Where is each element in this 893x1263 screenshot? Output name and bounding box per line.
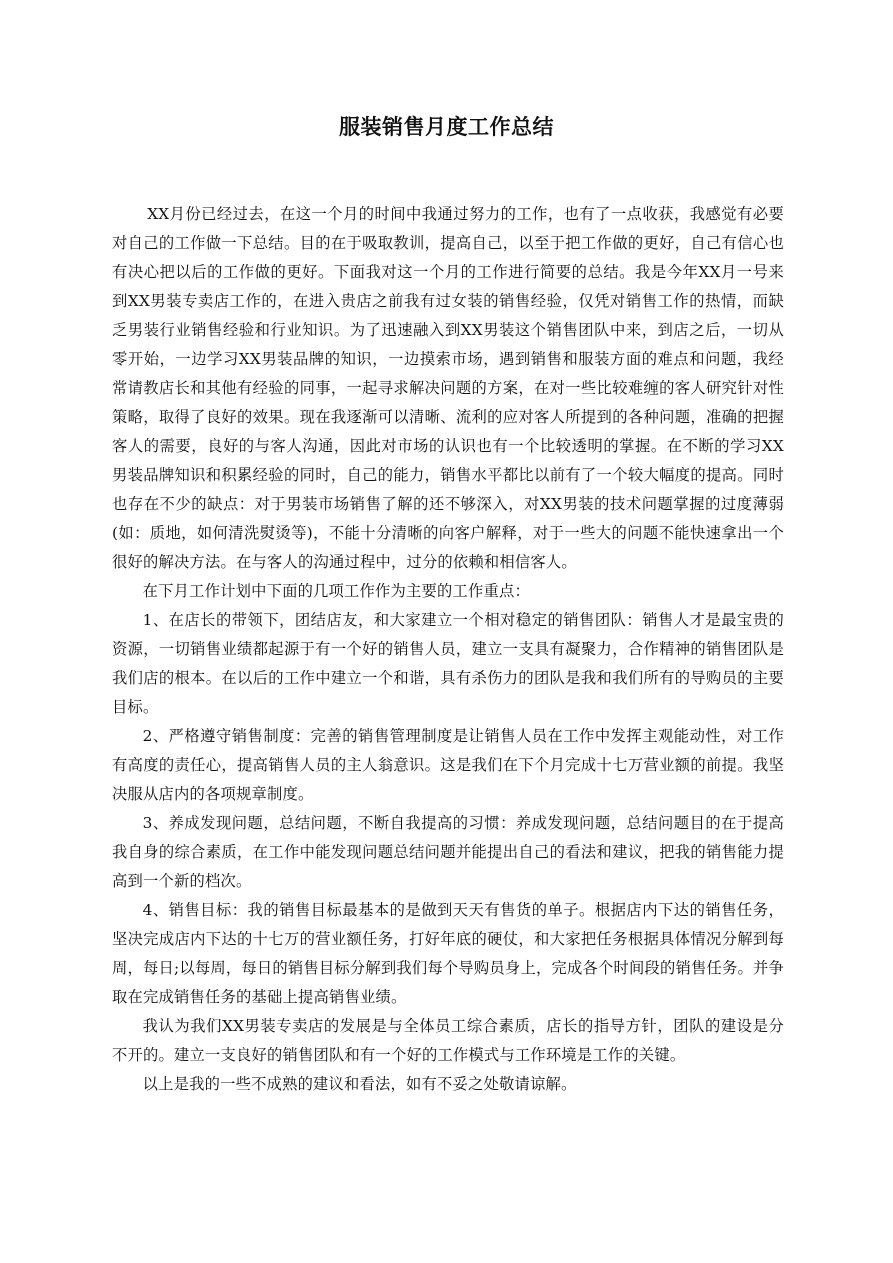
paragraph-plan-intro: 在下月工作计划中下面的几项工作作为主要的工作重点： <box>142 582 531 600</box>
paragraph-item-2: 2、严格遵守销售制度：完善的销售管理制度是让销售人员在工作中发挥主观能动性，对工作有高度的责任心，提高销售人员的主人翁意识。这是我们在下个月完成十七万营业额的前提。我坚决服从店内的各项规章制度。 <box>112 727 784 803</box>
paragraph-item-1: 1、在店长的带领下，团结店友，和大家建立一个相对稳定的销售团队：销售人才是最宝贵的资源，一切销售业绩都起源于有一个好的销售人员，建立一支具有凝聚力，合作精神的销售团队是我们店的根本。在以后的工作中建立一个和谐，具有杀伤力的团队是我和我们所有的导购员的主要目标。 <box>112 611 784 716</box>
document-title: 服装销售月度工作总结 <box>339 114 554 139</box>
document-body <box>112 200 784 1099</box>
paragraph-item-3: 3、养成发现问题，总结问题，不断自我提高的习惯：养成发现问题，总结问题目的在于提高我自身的综合素质，在工作中能发现问题总结问题并能提出自己的看法和建议，把我的销售能力提高到一个新的档次。 <box>112 814 784 890</box>
paragraph-item-4: 4、销售目标：我的销售目标最基本的是做到天天有售货的单子。根据店内下达的销售任务，坚决完成店内下达的十七万的营业额任务，打好年底的硬仗，和大家把任务根据具体情况分解到每周，每日;以每周，每日的销售目标分解到我们每个导购员身上，完成各个时间段的销售任务。并争取在完成销售任务的基础上提高销售业绩。 <box>112 901 784 1006</box>
paragraph-intro: XX月份已经过去，在这一个月的时间中我通过努力的工作，也有了一点收获，我感觉有必要对自己的工作做一下总结。目的在于吸取教训，提高自己，以至于把工作做的更好，自己有信心也有决心把以后的工作做的更好。下面我对这一个月的工作进行简要的总结。我是今年XX月一号来到XX男装专卖店工作的，在进入贵店之前我有过女装的销售经验，仅凭对销售工作的热情，而缺乏男装行业销售经验和行业知识。为了迅速融入到XX男装这个销售团队中来，到店之后，一切从零开始，一边学习XX男装品牌的知识，一边摸索市场，遇到销售和服装方面的难点和问题，我经常请教店长和其他有经验的同事，一起寻求解决问题的方案，在对一些比较难缠的客人研究针对性策略，取得了良好的效果。现在我逐渐可以清晰、流利的应对客人所提到的各种问题，准确的把握客人的需要，良好的与客人沟通，因此对市场的认识也有一个比较透明的掌握。在不断的学习XX男装品牌知识和积累经验的同时，自己的能力，销售水平都比以前有了一个较大幅度的提高。同时也存在不少的缺点：对于男装市场销售了解的还不够深入，对XX男装的技术问题掌握的过度薄弱(如：质地，如何清洗熨烫等)，不能十分清晰的向客户解释，对于一些大的问题不能快速拿出一个很好的解决方法。在与客人的沟通过程中，过分的依赖和相信客人。 <box>112 205 784 571</box>
paragraph-conclusion: 我认为我们XX男装专卖店的发展是与全体员工综合素质，店长的指导方针，团队的建设是分不开的。建立一支良好的销售团队和有一个好的工作模式与工作环境是工作的关键。 <box>112 1017 784 1064</box>
paragraph-closing: 以上是我的一些不成熟的建议和看法，如有不妥之处敬请谅解。 <box>142 1075 577 1093</box>
